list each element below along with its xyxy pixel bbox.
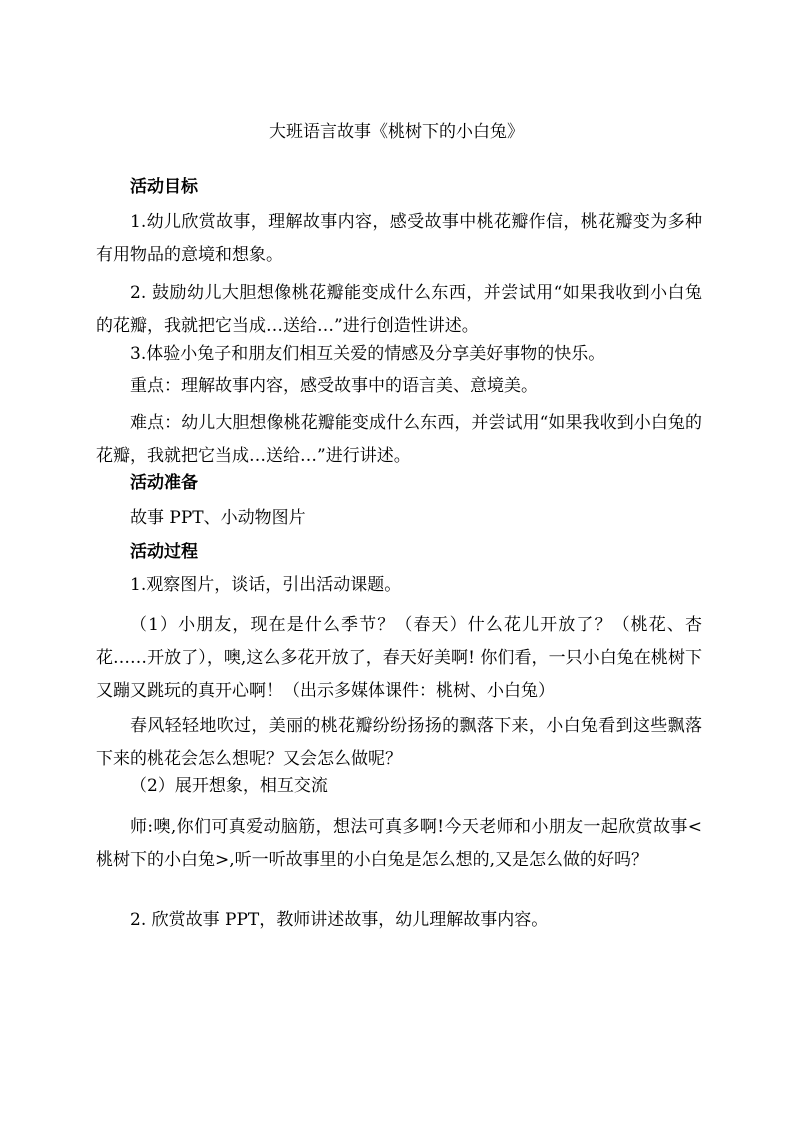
process-step-1-wind: 春风轻轻地吹过，美丽的桃花瓣纷纷扬扬的飘落下来，小白兔看到这些飘落下来的桃花会怎么想呢？又会怎么做呢？ xyxy=(96,716,702,769)
preparation-text: 故事 PPT、小动物图片 xyxy=(130,508,306,528)
difficulty-point: 难点：幼儿大胆想像桃花瓣能变成什么东西，并尝试用“如果我收到小白兔的花瓣，我就把它当成…送给…”进行讲述。 xyxy=(96,413,702,466)
goal-item-2: 2. 鼓励幼儿大胆想像桃花瓣能变成什么东西，并尝试用“如果我收到小白兔的花瓣，我就把它当成…送给…”进行创造性讲述。 xyxy=(96,283,702,336)
process-step-2: 2. 欣赏故事 PPT，教师讲述故事，幼儿理解故事内容。 xyxy=(130,910,549,930)
document-title: 大班语言故事《桃树下的小白兔》 xyxy=(269,122,524,142)
goal-item-3: 3.体验小兔子和朋友们相互关爱的情感及分享美好事物的快乐。 xyxy=(130,344,606,364)
key-point: 重点：理解故事内容，感受故事中的语言美、意境美。 xyxy=(130,376,538,396)
section-heading-goals: 活动目标 xyxy=(130,177,198,197)
goal-item-1: 1.幼儿欣赏故事，理解故事内容，感受故事中桃花瓣作信，桃花瓣变为多种有用物品的意境和想象。 xyxy=(96,212,702,265)
process-step-1-question-2: （2）展开想象，相互交流 xyxy=(130,776,328,796)
teacher-talk: 师:噢,你们可真爱动脑筋，想法可真多啊!今天老师和小朋友一起欣赏故事<桃树下的小白兔>,听一听故事里的小白兔是怎么想的,又是怎么做的好吗？ xyxy=(96,817,702,870)
section-heading-process: 活动过程 xyxy=(130,542,198,562)
process-step-1-question-1: （1）小朋友，现在是什么季节？（春天）什么花儿开放了？（桃花、杏花……开放了），噢,这么多花开放了，春天好美啊! 你们看，一只小白兔在桃树下又蹦又跳玩的真开心啊！（出示多媒体课件：桃树、小白兔） xyxy=(96,615,702,701)
section-heading-preparation: 活动准备 xyxy=(130,473,198,493)
process-step-1: 1.观察图片，谈话，引出活动课题。 xyxy=(130,575,402,595)
